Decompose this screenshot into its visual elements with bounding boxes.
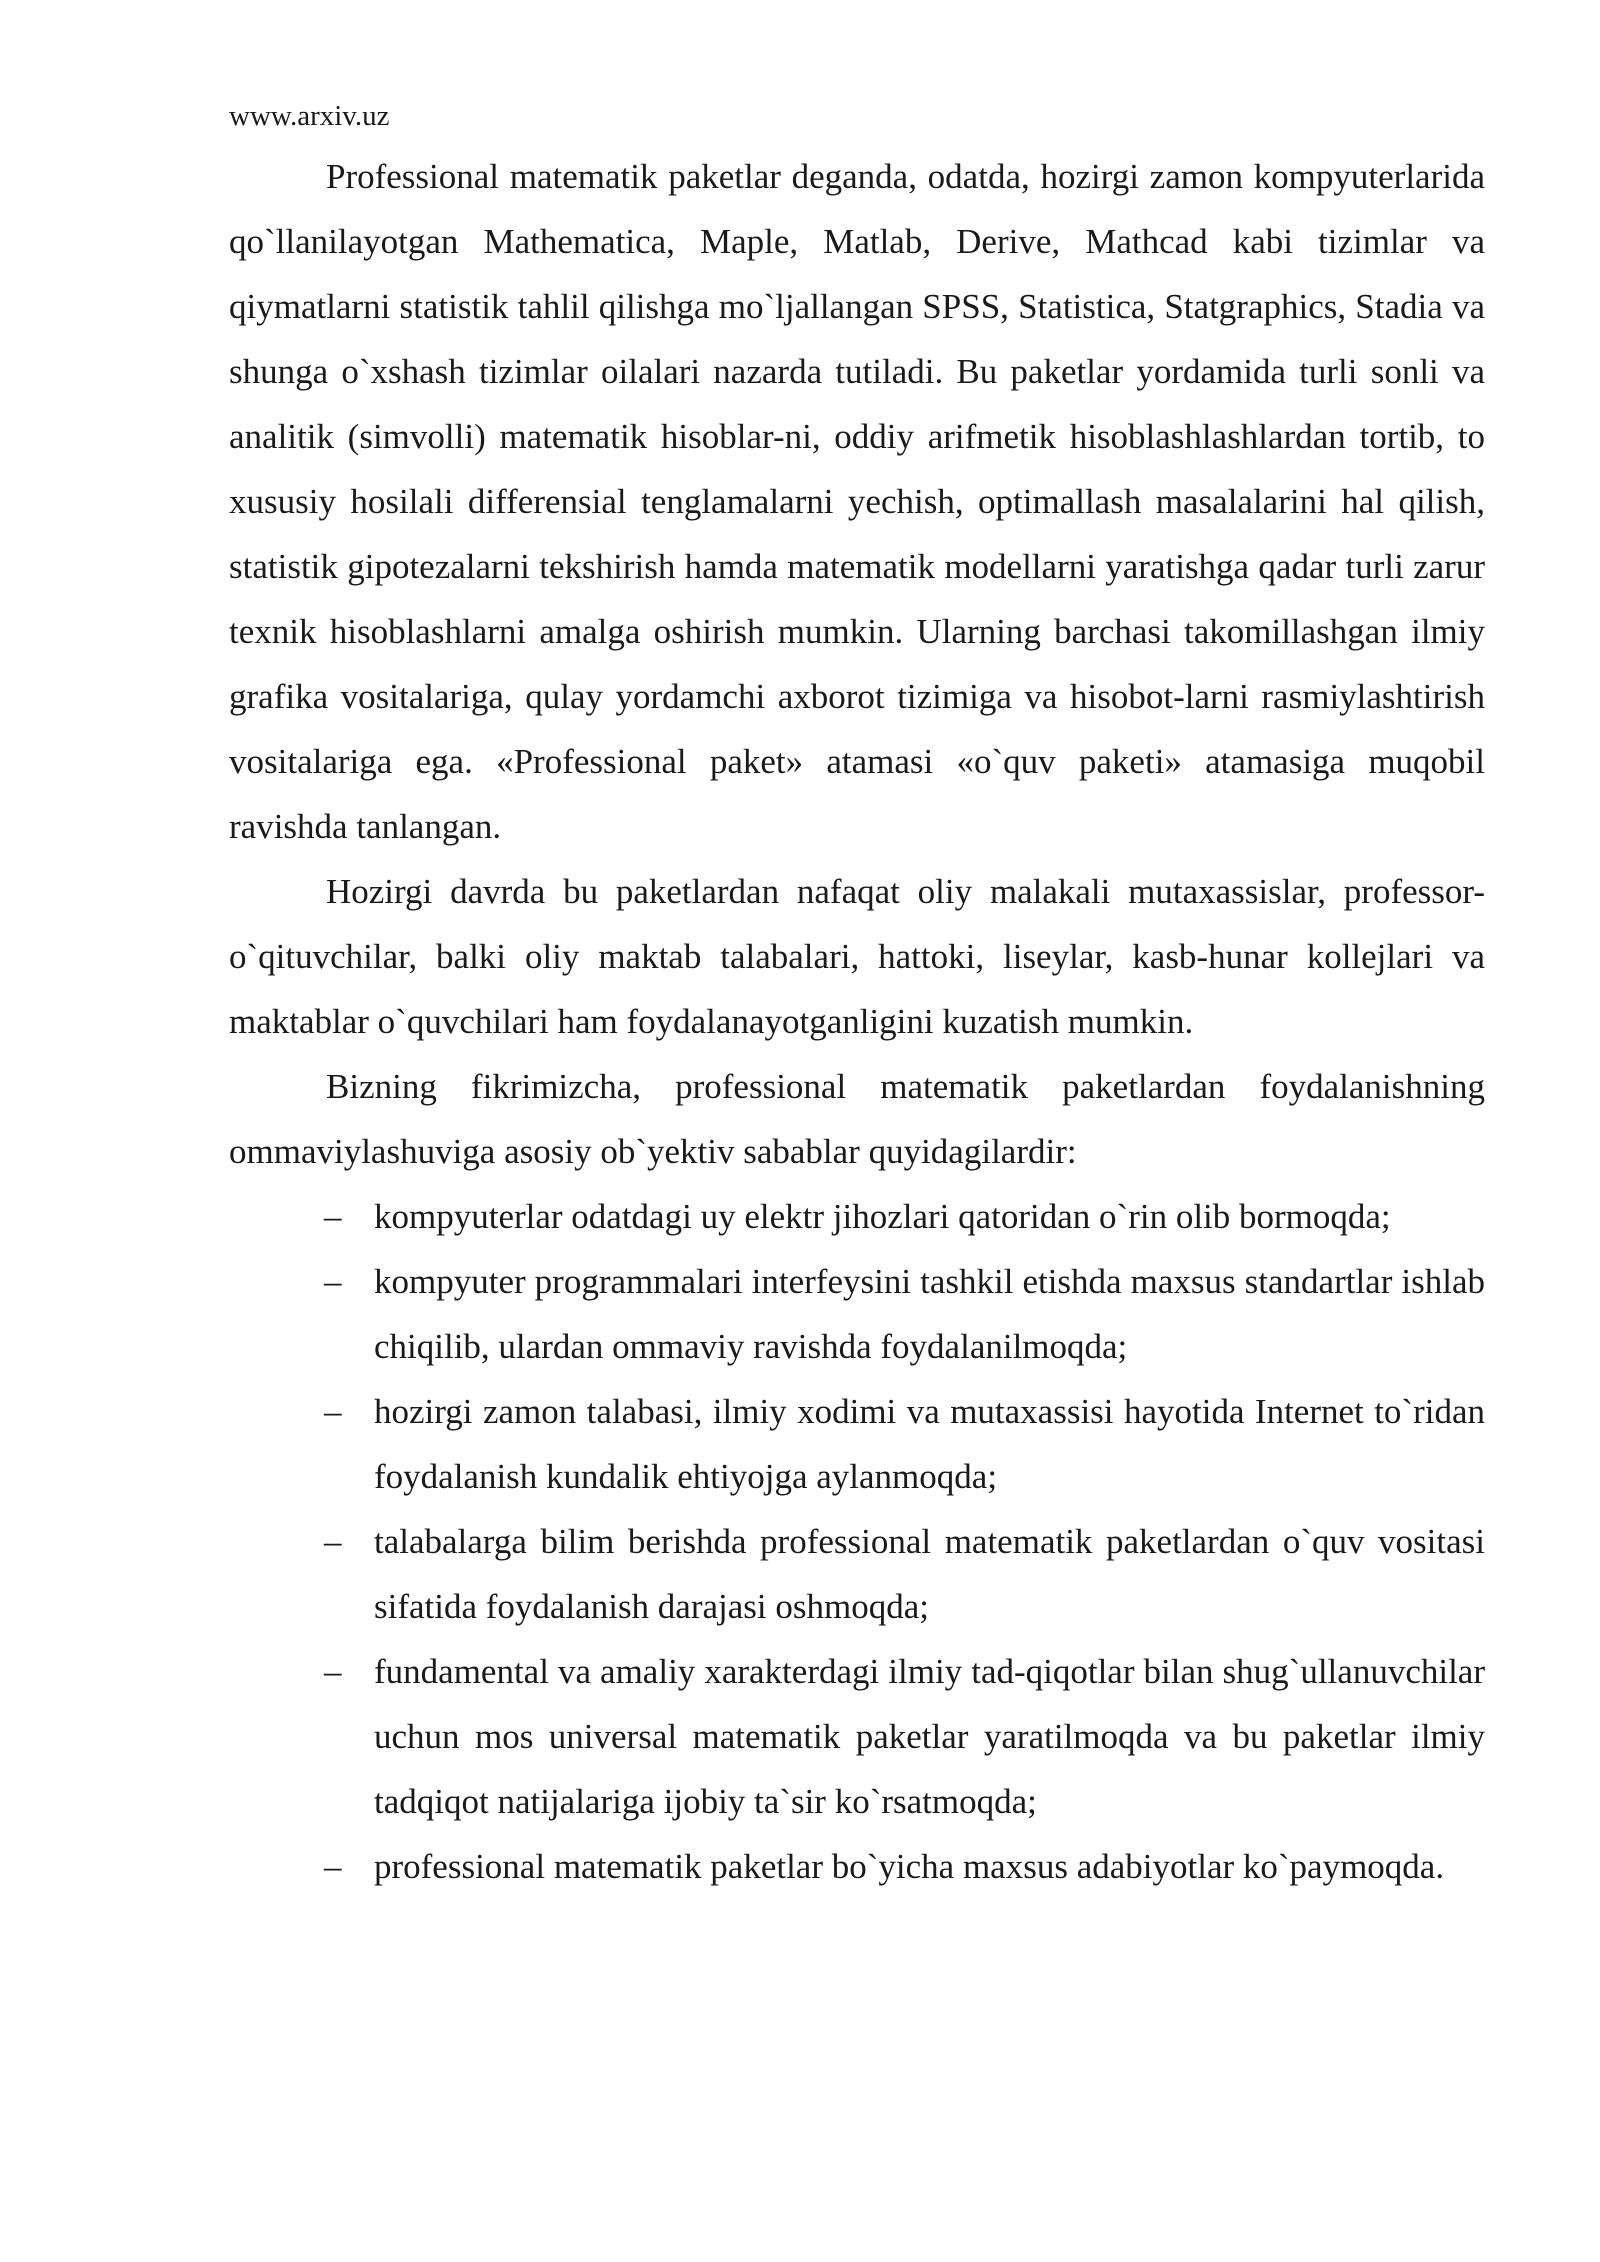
dash-marker: – bbox=[324, 1197, 342, 1236]
reasons-list bbox=[229, 1184, 1485, 1899]
list-item-text: talabalarga bilim berishda professional matematik paketlardan o`quv vositasi sifatida foydalanish darajasi oshmoqda; bbox=[374, 1522, 1485, 1626]
list-item bbox=[324, 1509, 1485, 1639]
list-item-text: professional matematik paketlar bo`yicha maxsus adabiyotlar ko`paymoqda. bbox=[374, 1847, 1445, 1886]
dash-marker: – bbox=[324, 1652, 342, 1691]
dash-marker: – bbox=[324, 1262, 342, 1301]
dash-marker: – bbox=[324, 1522, 342, 1561]
dash-marker: – bbox=[324, 1392, 342, 1431]
paragraph: Professional matematik paketlar deganda, odatda, hozirgi zamon kompyuterlarida qo`llanilayotgan Mathematica, Maple, Matlab, Derive, Mathcad kabi tizimlar va qiymatlarni statistik tahlil qilishga mo`ljallangan SPSS, Statistica, Statgraphics, Stadia va shunga o`xshash tizimlar oilalari nazarda tutiladi. Bu paketlar yordamida turli sonli va analitik (simvolli) matematik hisoblar-ni, oddiy arifmetik hisoblashlashlardan tortib, to xususiy hosilali differensial tenglamalarni yechish, optimallash masalalarini hal qilish, statistik gipotezalarni tekshirish hamda matematik modellarni yaratishga qadar turli zarur texnik hisoblashlarni amalga oshirish mumkin. Ularning barchasi takomillashgan ilmiy grafika vositalariga, qulay yordamchi axborot tizimiga va hisobot-larni rasmiylashtirish vositalariga ega. «Professional paket» atamasi «o`quv paketi» atamasiga muqobil ravishda tanlangan. bbox=[229, 157, 1485, 846]
list-item-text: kompyuter programmalari interfeysini tashkil etishda maxsus standartlar ishlab chiqilib, ulardan ommaviy ravishda foydalanilmoqda; bbox=[374, 1262, 1485, 1366]
paragraph: Bizning fikrimizcha, professional matematik paketlardan foydalanishning ommaviylashuviga asosiy ob`yektiv sabablar quyidagilardir: bbox=[229, 1067, 1485, 1171]
list-item bbox=[324, 1834, 1485, 1899]
list-item-text: fundamental va amaliy xarakterdagi ilmiy tad-qiqotlar bilan shug`ullanuvchilar uchun mos universal matematik paketlar yaratilmoqda va bu paketlar ilmiy tadqiqot natijalariga ijobiy ta`sir ko`rsatmoqda; bbox=[374, 1652, 1485, 1821]
paragraph: Hozirgi davrda bu paketlardan nafaqat oliy malakali mutaxassislar, professor-o`qituvchilar, balki oliy maktab talabalari, hattoki, liseylar, kasb-hunar kollejlari va maktablar o`quvchilari ham foydalanayotganligini kuzatish mumkin. bbox=[229, 872, 1485, 1041]
list-item bbox=[324, 1639, 1485, 1834]
list-item bbox=[324, 1184, 1485, 1249]
dash-marker: – bbox=[324, 1847, 342, 1886]
site-url[interactable]: www.arxiv.uz bbox=[229, 100, 390, 132]
list-item-text: kompyuterlar odatdagi uy elektr jihozlari qatoridan o`rin olib bormoqda; bbox=[374, 1197, 1391, 1236]
list-item bbox=[324, 1379, 1485, 1509]
list-item-text: hozirgi zamon talabasi, ilmiy xodimi va mutaxassisi hayotida Internet to`ridan foydalanish kundalik ehtiyojga aylanmoqda; bbox=[374, 1392, 1485, 1496]
list-item bbox=[324, 1249, 1485, 1379]
document-body bbox=[229, 144, 1485, 1899]
